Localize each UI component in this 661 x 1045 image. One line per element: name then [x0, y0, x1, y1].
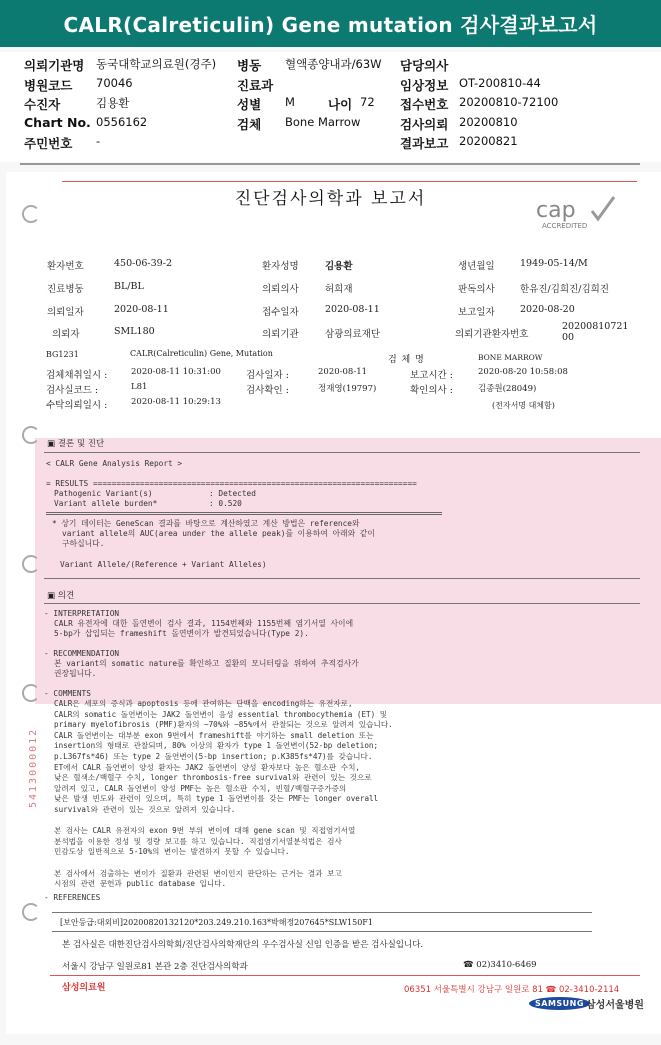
- age-label: 나이: [328, 97, 353, 112]
- samsung-logo: SAMSUNG: [529, 997, 590, 1010]
- comments-text: CALR은 세포의 증식과 apoptosis 등에 관여하는 단백을 encoding하는 유전자로, CALR의 somatic 돌연변이는 JAK2 돌연변이 음성 essential thrombocythemia (ET) 및 primary myelofibrosis (PMF)환자의 ~70%와 ~85%에서 관찰되는 것으로 알려져 있습니다. CALR 돌연변이는 대부분 exon 9번에서 frameshift를 야기하는 small deletion 또는 insertion의 형태로 관찰되며, 80% 이상의 환자가 type 1 돌연변이(52-bp deletion; p.L367fs*46) 또는 type 2 돌연변이(5-bp insertion; p.K385fs*47)를 갖습니다. ET에서 CALR 돌연변이 양성 환자는 JAK2 돌연변이 양성 환자보다 높은 혈소판 수치, 낮은 혈색소/백혈구 수치, longer thrombosis-free survival와 관련이 있는 것으로 알려져 있고, CALR 돌연변이 양성 PMF는 높은 혈소판 수치, 빈혈/백혈구증가증의 낮은 발생 빈도와 관련이 있으며, 특히 type 1 돌연변이를 갖는 PMF는 longer overall survival와 관련이 있는 것으로 알려져 있습니다. 본 검사는 CALR 유전자의 exon 9번 부위 변이에 대해 gene scan 및 직접염기서열 분석법을 이용한 정성 및 정량 보고를 하고 있습니다. 직접염기서열분석법은 검사 민감도상 일반적으로 5-10%의 변이는 발견하지 못할 수 있습니다. 본 검사에서 검출하는 변이가 질환과 관련된 변이인지 판단하는 근거는 결과 보고 시점의 관련 문헌과 public database 입니다.: [54, 699, 393, 889]
- cap-logo-sub: ACCREDITED: [542, 222, 588, 230]
- pt-label: 보고일자: [458, 307, 495, 318]
- analysis-report-title: < CALR Gene Analysis Report >: [46, 459, 183, 468]
- header-label: 진료과: [237, 78, 274, 93]
- header-label: 접수번호: [400, 97, 449, 112]
- cap-accredited-logo: [534, 193, 618, 231]
- time-label: 확인의사 :: [410, 385, 453, 396]
- header-value: 혈액종양내과/63W: [285, 57, 382, 71]
- pt-value: 450-06-39-2: [114, 258, 172, 269]
- cap-logo-text: cap: [536, 198, 576, 223]
- header-value: 20200810-72100: [459, 95, 559, 109]
- pt-value: 김용환: [325, 261, 353, 272]
- time-value: L81: [131, 382, 148, 392]
- recommendation-text: 본 variant의 somatic nature를 확인하고 질환의 모니터링을 위하여 추적검사가 권장됩니다.: [54, 659, 359, 678]
- pt-label: 생년월일: [458, 261, 495, 272]
- recommendation-heading: - RECOMMENDATION: [44, 649, 120, 658]
- time-label: 보고시간 :: [410, 370, 453, 381]
- opinion-heading: ▣ 의견: [47, 591, 75, 601]
- report-title: CALR(Calreticulin) Gene mutation 검사결과보고서: [0, 0, 661, 47]
- punch-hole-icon: [22, 684, 40, 702]
- header-label: Chart No.: [24, 115, 91, 130]
- header-label: 병동: [237, 58, 262, 73]
- header-label: 주민번호: [24, 136, 73, 151]
- pt-label: 의뢰자: [52, 329, 80, 340]
- time-label: 검체채취일시 :: [46, 370, 108, 381]
- time-value: 2020-08-11 10:29:13: [131, 397, 221, 407]
- age-value: 72: [360, 95, 375, 109]
- header-value: 70046: [96, 76, 133, 90]
- divider: [46, 512, 442, 515]
- allele-burden-label: Variant allele burden*: [54, 499, 158, 508]
- interpretation-heading: - INTERPRETATION: [44, 609, 120, 618]
- references-heading: - REFERENCES: [44, 893, 101, 902]
- header-value: 20200810: [459, 115, 518, 129]
- pathogenic-variant-label: Pathogenic Variant(s): [54, 489, 153, 498]
- header-label: 수진자: [24, 97, 61, 112]
- header-divider: [20, 163, 640, 165]
- punch-hole-icon: [22, 555, 40, 573]
- doc-title: 진단검사의학과 보고서: [234, 189, 427, 209]
- punch-hole-icon: [22, 903, 40, 921]
- pt-value: 2020081072100: [562, 321, 629, 343]
- header-value: 0556162: [96, 115, 148, 129]
- header-value: -: [96, 134, 101, 148]
- footer-hospital-name: 삼성서울병원: [586, 1000, 644, 1011]
- header-label: 담당의사: [400, 58, 449, 73]
- header-label: 병원코드: [24, 78, 73, 93]
- test-code: BG1231: [46, 350, 79, 359]
- test-name: CALR(Calreticulin) Gene, Mutation: [130, 349, 273, 358]
- header-label: 임상정보: [400, 78, 449, 93]
- time-label: 수탁의뢰일시 :: [46, 400, 108, 411]
- specimen-label: 검 체 명: [388, 355, 425, 365]
- top-red-line: [62, 181, 637, 182]
- time-value: 2020-08-20 10:58:08: [478, 367, 568, 377]
- pt-label: 판독의사: [458, 284, 495, 295]
- pt-label: 의뢰기관: [262, 329, 299, 340]
- pt-value: 삼광의료재단: [325, 329, 381, 340]
- lab-address: 서울시 강남구 일원로81 본관 2층 진단검사의학과: [62, 962, 248, 972]
- pt-label: 의뢰기관환자번호: [455, 329, 529, 340]
- punch-hole-icon: [22, 205, 40, 223]
- comments-heading: - COMMENTS: [44, 689, 91, 698]
- pt-label: 의뢰일자: [47, 307, 84, 318]
- note-line: 구하십니다.: [62, 539, 105, 548]
- pt-value: SML180: [114, 326, 155, 337]
- header-value: 김용환: [96, 96, 130, 110]
- header-value: 20200821: [459, 134, 518, 148]
- time-value: 김종원(28049): [478, 384, 537, 394]
- time-label: 검사실코드 :: [46, 385, 99, 396]
- result-heading: ▣ 결론 및 진단: [47, 439, 105, 449]
- time-label: 검사확인 :: [246, 385, 289, 396]
- footer-hospital-left: 삼성의료원: [62, 983, 106, 993]
- header-label: 검사의뢰: [400, 117, 449, 132]
- formula: Variant Allele/(Reference + Variant Alleles): [60, 560, 267, 569]
- header-value: Bone Marrow: [285, 115, 361, 129]
- security-line: [보안등급:대외비]20200820132120*203.249.210.163*박해정207645*SLW150F1: [60, 918, 373, 927]
- pt-value: 2020-08-11: [325, 304, 380, 315]
- header-label: 결과보고: [400, 136, 449, 151]
- divider: [52, 931, 592, 932]
- certification-note: 본 검사실은 대한진단검사의학회/진단검사의학재단의 우수검사실 신임 인증을 받은 검사실입니다.: [62, 940, 424, 950]
- note-line: variant allele의 AUC(area under the allele peak)를 이용하여 아래와 같이: [62, 529, 375, 538]
- specimen-value: BONE MARROW: [478, 353, 543, 362]
- pt-label: 진료병동: [47, 284, 84, 295]
- pt-value: 1949-05-14/M: [520, 258, 588, 269]
- vertical-serial: 5413000012: [28, 727, 39, 808]
- lab-phone: ☎ 02)3410-6469: [463, 960, 537, 970]
- pt-label: 의뢰의사: [262, 284, 299, 295]
- pt-value: 2020-08-11: [114, 304, 169, 315]
- header-label: 성별: [237, 97, 262, 112]
- time-label: 검사일자 :: [246, 370, 289, 381]
- header-value: 동국대학교의료원(경주): [96, 57, 217, 71]
- header-value: M: [285, 95, 295, 109]
- header-value: OT-200810-44: [459, 76, 541, 90]
- pt-label: 접수일자: [262, 307, 299, 318]
- header-label: 검체: [237, 117, 262, 132]
- results-header: = RESULTS =====================================================================: [46, 479, 417, 488]
- pathogenic-variant-value: : Detected: [209, 489, 256, 498]
- allele-burden-value: : 0.520: [209, 499, 242, 508]
- time-value: 2020-08-11: [318, 367, 368, 377]
- header-label: 의뢰기관명: [24, 58, 85, 73]
- divider: [44, 603, 640, 604]
- pt-label: 환자성명: [262, 261, 299, 272]
- pt-label: 환자번호: [47, 261, 84, 272]
- divider: [44, 578, 640, 579]
- footer-address: 06351 서울특별시 강남구 일원로 81 ☎ 02-3410-2114: [404, 985, 620, 995]
- interpretation-text: CALR 유전자에 대한 돌연변이 검사 결과, 1154번째와 1155번째 염기서열 사이에 5-bp가 삽입되는 frameshift 돌연변이가 발견되었습니다(Type 2).: [54, 619, 354, 638]
- esign-note: (전자서명 대체함): [492, 401, 555, 410]
- pt-value: 허희재: [325, 284, 353, 295]
- divider: [44, 452, 640, 453]
- time-value: 2020-08-11 10:31:00: [131, 367, 221, 377]
- pt-value: 한유진/김희진/김희진: [520, 284, 609, 295]
- header-info: [0, 52, 661, 162]
- punch-hole-icon: [22, 426, 40, 444]
- pt-value: 2020-08-20: [520, 304, 575, 315]
- bottom-red-line: [50, 975, 640, 976]
- pt-value: BL/BL: [114, 281, 144, 292]
- divider: [52, 912, 592, 913]
- note-line: * 상기 데이터는 GeneScan 결과를 바탕으로 계산하였고 계산 방법은 reference와: [52, 519, 360, 528]
- time-value: 정재영(19797): [318, 384, 377, 394]
